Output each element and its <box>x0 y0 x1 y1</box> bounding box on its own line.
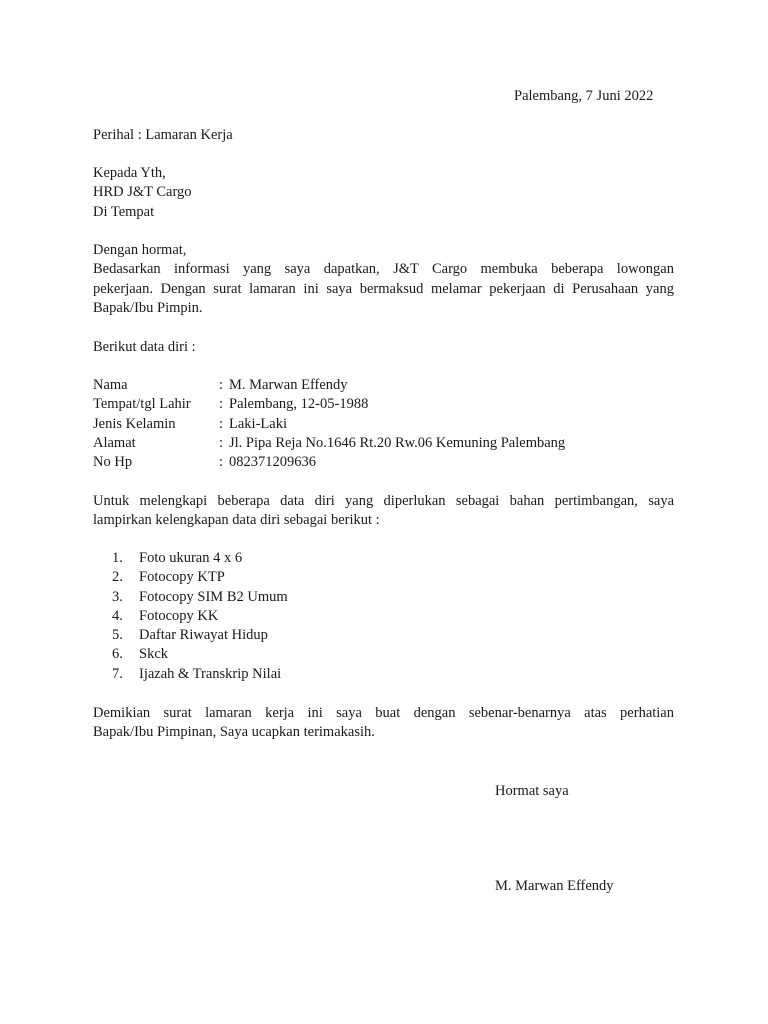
list-number: 7. <box>112 665 123 682</box>
recipient-line: Kepada Yth, <box>93 165 166 181</box>
colon: : <box>219 415 224 432</box>
list-item <box>112 568 288 587</box>
recipient-block <box>93 164 674 222</box>
colon: : <box>219 377 224 393</box>
data-row <box>93 415 565 434</box>
letter-date: Palembang, 7 Juni 2022 <box>514 88 654 104</box>
colon: : <box>219 396 224 413</box>
data-row <box>93 395 565 414</box>
list-text: Fotocopy KK <box>139 607 219 624</box>
colon: : <box>219 434 224 451</box>
list-number: 2. <box>112 569 123 586</box>
list-text: Daftar Riwayat Hidup <box>139 627 268 644</box>
signatory-name: M. Marwan Effendy <box>495 878 614 894</box>
data-row <box>93 376 565 395</box>
list-item <box>112 626 288 645</box>
list-item <box>112 588 288 607</box>
data-row <box>93 434 565 453</box>
list-item <box>112 549 288 568</box>
list-text: Skck <box>139 646 168 663</box>
letter-subject: Perihal : Lamaran Kerja <box>93 127 233 143</box>
intro-line: Bapak/Ibu Pimpin. <box>93 299 203 316</box>
intro-line: Bedasarkan informasi yang saya dapatkan, J&T Cargo membuka beberapa lowongan <box>93 261 674 278</box>
list-text: Ijazah & Transkrip Nilai <box>139 665 282 682</box>
list-text: Fotocopy KTP <box>139 569 225 586</box>
personal-data-table <box>93 376 565 472</box>
closing-line: Bapak/Ibu Pimpinan, Saya ucapkan terimakasih. <box>93 724 375 741</box>
colon: : <box>219 454 224 471</box>
data-value: Jl. Pipa Reja No.1646 Rt.20 Rw.06 Kemuning Palembang <box>229 434 566 451</box>
recipient-line: Di Tempat <box>93 203 155 220</box>
data-label: Alamat <box>93 434 136 451</box>
attachments-intro <box>93 492 674 531</box>
closing-paragraph <box>93 704 674 743</box>
closing-line: Demikian surat lamaran kerja ini saya buat dengan sebenar-benarnya atas perhatian <box>93 705 674 721</box>
list-item <box>112 665 288 684</box>
list-number: 6. <box>112 646 123 663</box>
intro-paragraph <box>93 241 674 318</box>
greeting: Dengan hormat, <box>93 242 187 258</box>
intro-line: pekerjaan. Dengan surat lamaran ini saya bermaksud melamar pekerjaan di Perusahaan yang <box>93 280 674 297</box>
attachments-intro-line: Untuk melengkapi beberapa data diri yang diperlukan sebagai bahan pertimbangan, saya <box>93 493 674 509</box>
attachments-list <box>112 549 288 684</box>
list-number: 3. <box>112 588 123 605</box>
list-number: 5. <box>112 627 123 644</box>
data-label: No Hp <box>93 454 133 471</box>
sign-off: Hormat saya <box>495 783 569 799</box>
data-label: Jenis Kelamin <box>93 415 176 432</box>
data-value: 082371209636 <box>229 454 316 471</box>
data-value: M. Marwan Effendy <box>229 377 348 393</box>
list-text: Fotocopy SIM B2 Umum <box>139 588 288 605</box>
list-item <box>112 645 288 664</box>
list-number: 1. <box>112 550 123 566</box>
data-value: Palembang, 12-05-1988 <box>229 396 369 413</box>
list-text: Foto ukuran 4 x 6 <box>139 550 243 566</box>
data-row <box>93 453 565 472</box>
data-label: Tempat/tgl Lahir <box>93 396 191 413</box>
list-item <box>112 607 288 626</box>
data-heading: Berikut data diri : <box>93 339 196 355</box>
attachments-intro-line: lampirkan kelengkapan data diri sebagai berikut : <box>93 512 380 529</box>
data-label: Nama <box>93 377 128 393</box>
recipient-line: HRD J&T Cargo <box>93 184 192 201</box>
list-number: 4. <box>112 607 123 624</box>
data-value: Laki-Laki <box>229 415 287 432</box>
